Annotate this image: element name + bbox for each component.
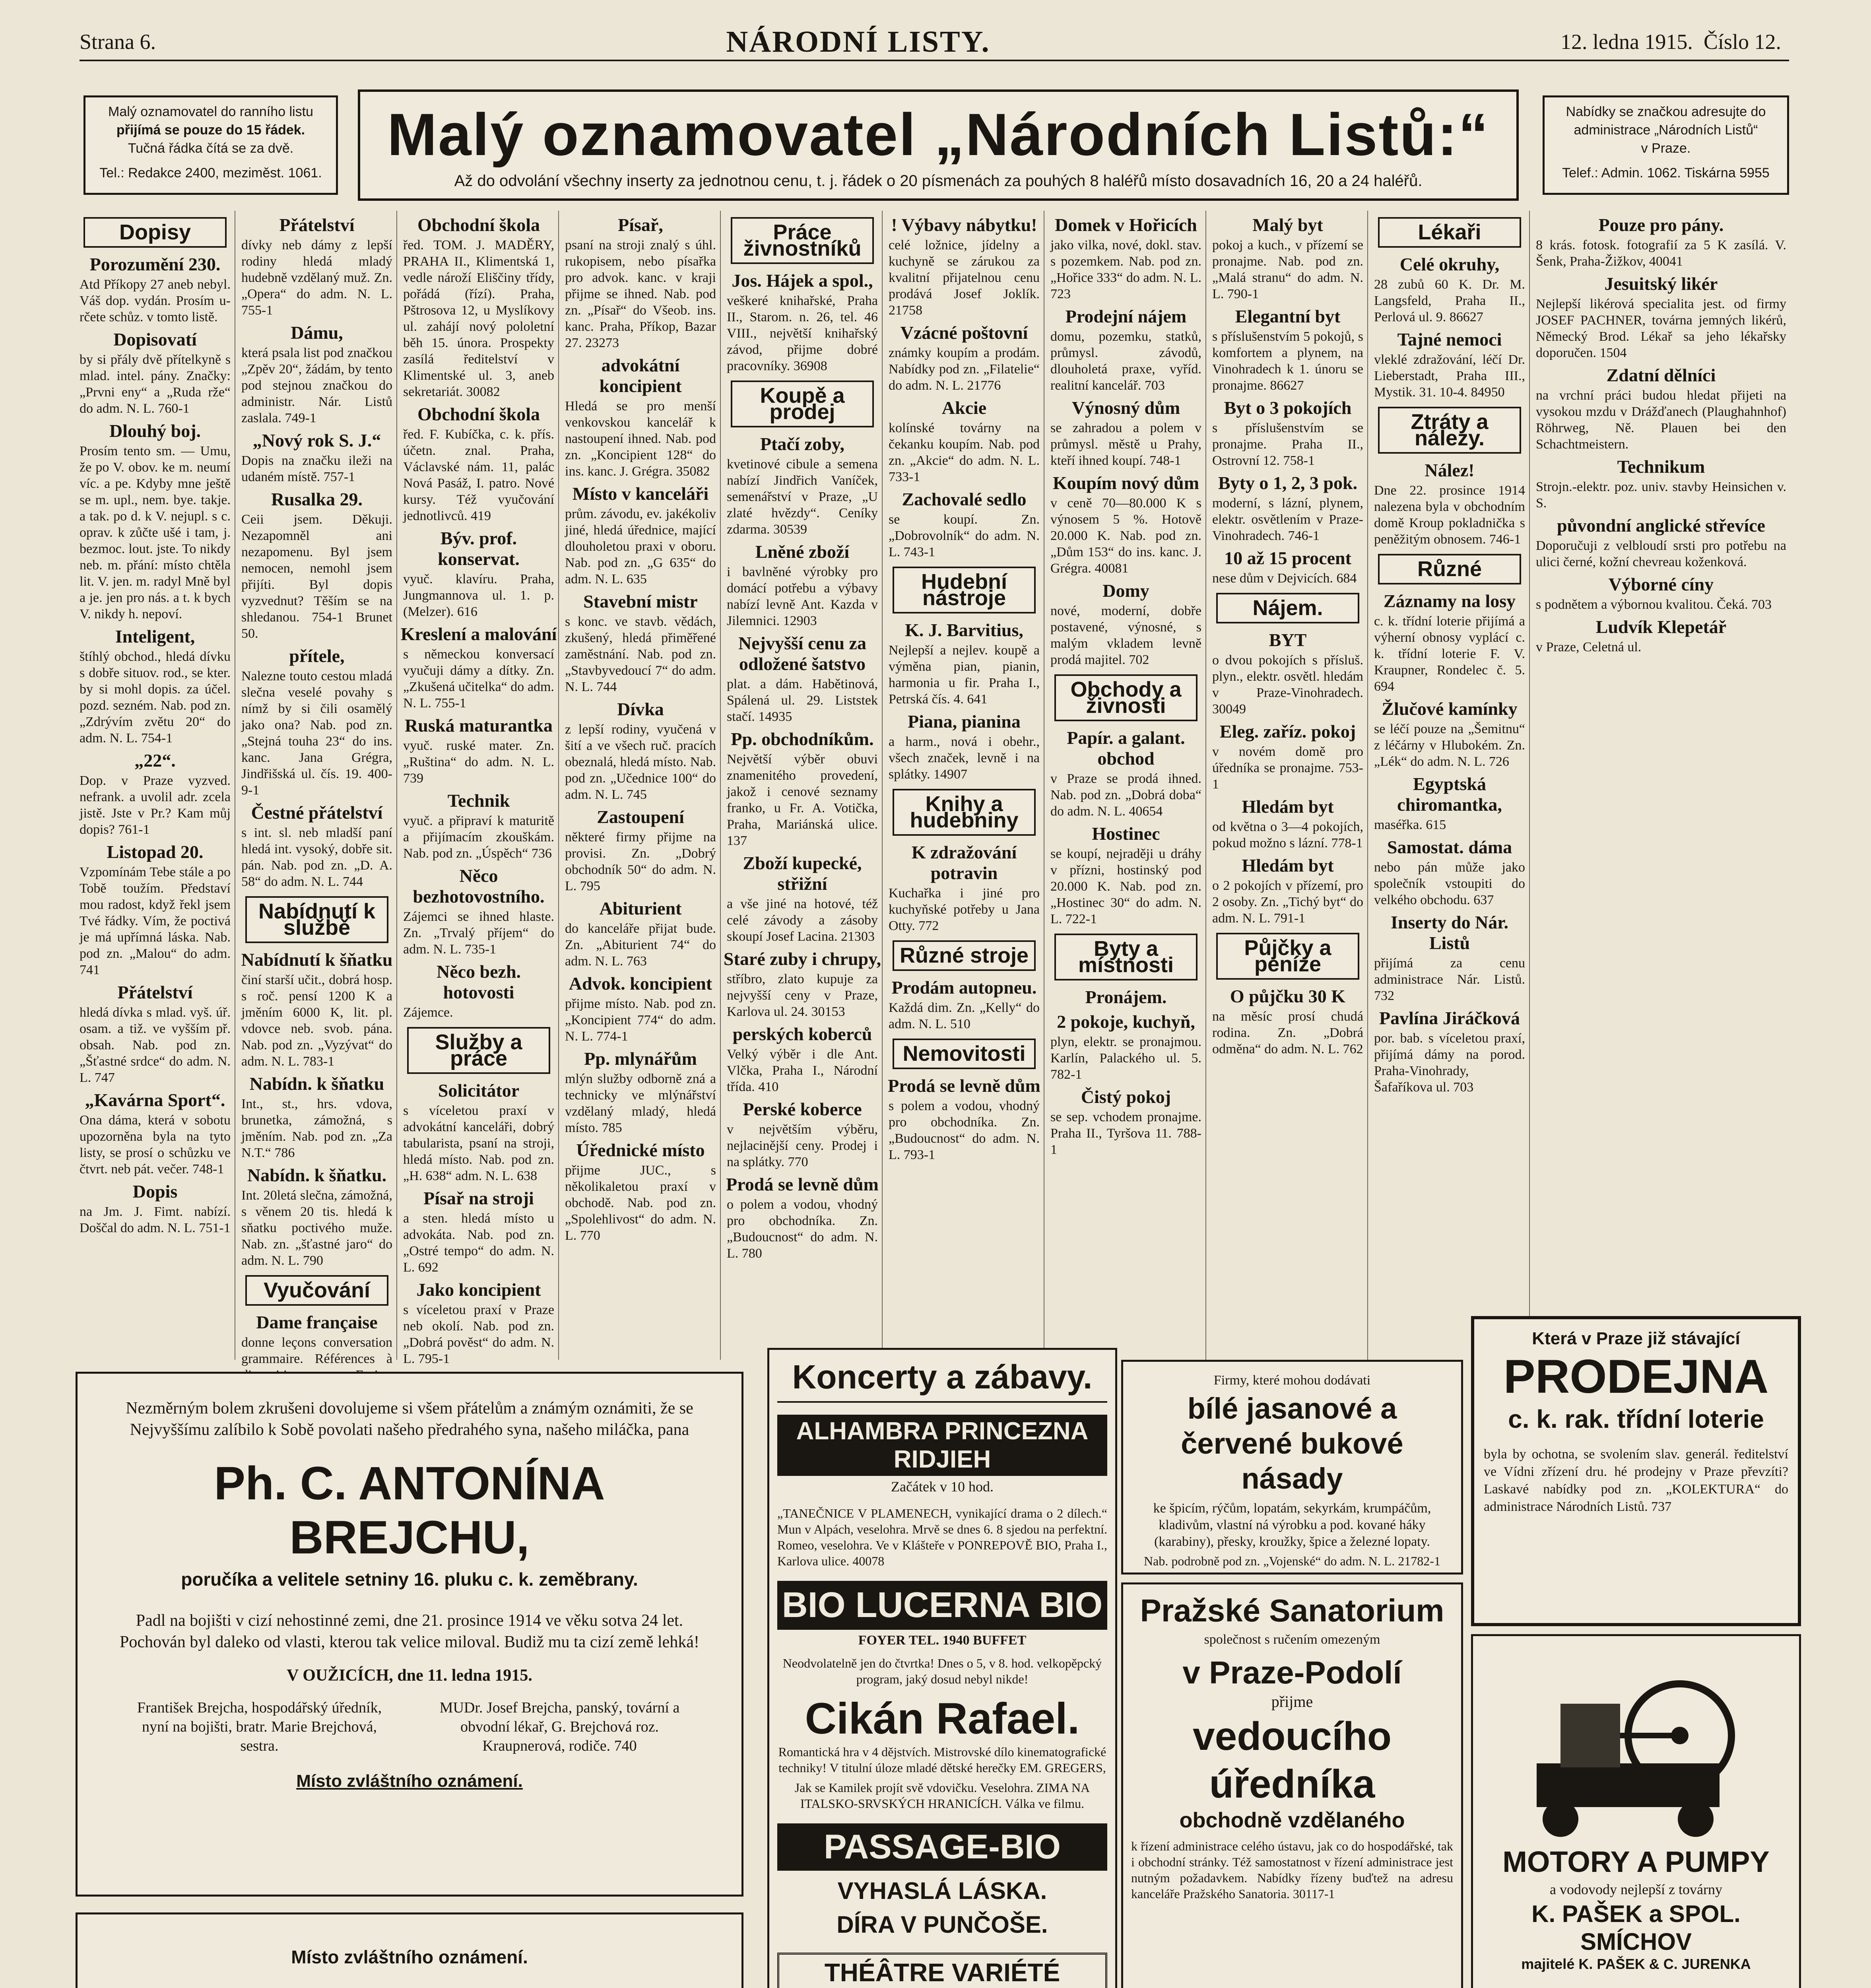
ad-text: moderní, s lázní, plynem, elektr. osvětlením v Praze-Vinohradech. 746-1 xyxy=(1212,496,1363,543)
ad-text: známky koupím a prodám. Nabídky pod zn. „Filatelie“ do adm. N. L. 21776 xyxy=(889,346,1040,393)
section-heading-box: Nemovitosti xyxy=(893,1039,1036,1069)
ad-text: Atd Příkopy 27 aneb nebyl. Váš dop. vydán. Prosím u-rčete schůz. v tomto listě. xyxy=(80,277,231,324)
ad-heading: Výborné cíny xyxy=(1608,574,1714,594)
section-heading-box: Služby a práce xyxy=(407,1027,550,1074)
engine-illustration-icon xyxy=(1513,1644,1759,1843)
obituary-intro: Nezměrným bolem zkrušeni dovolujeme si všem přátelům a známým oznámiti, že se Nejvyššímu zalíbilo k Sobě povolati našeho předrahého syna, našeho miláčka, pana xyxy=(126,1399,693,1439)
lucerna-sub: FOYER TEL. 1940 BUFFET xyxy=(858,1633,1027,1648)
sanatorium-place: v Praze-Podolí xyxy=(1182,1655,1402,1690)
ad-text: psaní na stroji znalý s úhl. rukopisem, nebo písařka pro advok. kanc. v kraji přijme se ihned. Nab. pod zn. „Písař“ do Všeob. ins. kanc. Praha, Příkop, Bazar 27. 23273 xyxy=(565,238,716,350)
ad-heading: Inserty do Nár. Listů xyxy=(1390,912,1509,953)
ad-heading: Byt o 3 pokojích xyxy=(1224,398,1352,418)
ad-heading: 10 až 15 procent xyxy=(1224,548,1351,568)
classified-column xyxy=(1046,211,1206,1360)
section-heading-box: Hudební nástroje xyxy=(893,567,1036,613)
banner-subtitle: Až do odvolání všechny inserty za jednotnou cenu, t. j. řádek o 20 písmenách za pouhých 8 haléřů místo dosavadních 16, 20 a 24 haléřů. xyxy=(454,172,1423,190)
ad-heading: Čistý pokoj xyxy=(1081,1087,1171,1107)
ad-heading: Zdatní dělníci xyxy=(1606,365,1716,385)
ad-text: jako vilka, nové, dokl. stav. s pozemkem. Nab. pod zn. „Hořice 333“ do adm. N. L. 723 xyxy=(1050,238,1201,301)
masthead: NÁRODNÍ LISTY. xyxy=(726,25,990,58)
ad-heading: Býv. prof. konservat. xyxy=(438,528,520,569)
sanatorium-role2: obchodně vzdělaného xyxy=(1179,1808,1405,1832)
ad-heading: Pp. mlynářům xyxy=(584,1048,697,1069)
ad-text: a harm., nová i obehr., všech značek, levně i na splátky. 14907 xyxy=(889,734,1040,782)
ad-text: řed. TOM. J. MADĚRY, PRAHA II., Klimentská 1, vedle nároží Eliščiny třídy, pořádá (řízí). Praha, Pštrosova 12, u Myslíkovy ul. zahájí nový pololetní běh 15. února. Prospekty zasílá ředitelství v Klimentské ul. 3, aneb sekretariát. 30082 xyxy=(403,238,554,399)
ad-heading: Prodejní nájem xyxy=(1065,306,1187,326)
ad-text: stříbro, zlato kupuje za nejvyšší ceny v Praze, Karlova ul. 24. 30153 xyxy=(727,972,878,1019)
ad-heading: Listopad 20. xyxy=(107,842,204,862)
ad-text: o 2 pokojích v přízemí, pro 2 osoby. Zn. „Tichý byt“ do adm. N. L. 791-1 xyxy=(1212,878,1363,926)
ad-text: prům. závodu, ev. jakékoliv jiné, hledá úřednice, mající dlouholetou praxi v oboru. Nab. pod zn. „G 635“ do adm. N. L. 635 xyxy=(565,507,716,586)
ad-text: by si přály dvě přítelkyně s mlad. intel. pány. Značky: „Prvni eny“ a „Ruda rže“ do adm. N. L. 760-1 xyxy=(80,352,231,416)
ad-heading: Vzácné poštovní xyxy=(900,322,1028,343)
ad-text: Kuchařka i jiné pro kuchyňské potřeby u Jana Otty. 772 xyxy=(889,886,1040,933)
section-heading-box: Ztráty a nálezy. xyxy=(1378,407,1521,454)
banner-right-line: Nabídky se značkou adresujte do xyxy=(1566,104,1766,119)
section-heading-box: Byty a místnosti xyxy=(1054,934,1198,980)
obituary-place: V OUŽICÍCH, dne 11. ledna 1915. xyxy=(287,1666,532,1685)
ad-heading: Dlouhý boj. xyxy=(109,421,201,441)
section-heading-box: Nájem. xyxy=(1216,593,1359,623)
ad-text: na měsíc prosí chudá rodina. Zn. „Dobrá odměna“ do adm. N. L. 762 xyxy=(1212,1009,1363,1056)
ad-heading: Rusalka 29. xyxy=(271,489,363,509)
sanatorium-text: k řízení administrace celého ústavu, jak co do hospodářské, tak i obchodní stránky. Též samostatnost v řízení administrace jest nutným požadavkem. Nabídky řízeny buďtež na adresu kanceláře Pražského Sanatoria. 30117-1 xyxy=(1131,1839,1453,1901)
handles-ad xyxy=(1121,1360,1463,1574)
ad-heading: Technikum xyxy=(1617,456,1705,477)
ad-text: některé firmy přijme na provisi. Zn. „Dobrý obchodník 50“ do adm. N. L. 795 xyxy=(565,830,716,893)
classified-column xyxy=(723,211,883,1360)
issue-date xyxy=(1560,29,1781,54)
classified-column xyxy=(561,211,721,1360)
ad-text: Zájemce. xyxy=(403,1005,453,1020)
ad-heading: Hledám byt xyxy=(1242,855,1334,876)
ad-text: vleklé zdražování, léčí Dr. Lieberstadt, Praha III., Mystik. 31. 10-4. 84950 xyxy=(1374,352,1525,400)
ad-heading: Zboží kupecké, střižní xyxy=(743,853,862,894)
ad-heading: Malý byt xyxy=(1252,215,1323,235)
alhambra-name: ALHAMBRA PRINCEZNA RIDJIEH xyxy=(777,1415,1107,1476)
ad-text: s podnětem a výbornou kvalitou. Čeká. 703 xyxy=(1536,597,1772,612)
ad-text: plat. a dám. Habětinová, Spálená ul. 29. Liststek stačí. 14935 xyxy=(727,677,878,724)
ad-text: a sten. hledá místo u advokáta. Nab. pod zn. „Ostré tempo“ do adm. N. L. 692 xyxy=(403,1211,554,1275)
motors-owners: majitelé K. PAŠEK & C. JURENKA xyxy=(1521,1956,1751,1972)
ad-heading: Hostinec xyxy=(1092,823,1160,844)
ad-heading: Dámu, xyxy=(291,322,343,343)
ad-heading: ! Výbavy nábytku! xyxy=(891,215,1037,235)
banner-right-line: v Praze. xyxy=(1641,140,1691,156)
motors-firm: K. PAŠEK a SPOL. SMÍCHOV xyxy=(1531,1901,1741,1955)
vyhasla-title: VYHASLÁ LÁSKA. xyxy=(837,1877,1047,1904)
ad-heading: Byty o 1, 2, 3 pok. xyxy=(1218,473,1358,493)
classified-column xyxy=(399,211,559,1366)
obituary-signatures xyxy=(109,1698,710,1755)
ad-heading: Technik xyxy=(447,790,510,811)
classified-column xyxy=(1532,211,1790,1360)
section-heading-box: Koupě a prodej xyxy=(731,381,874,427)
ad-text: vyuč. klavíru. Praha, Jungmannova ul. 1. p. (Melzer). 616 xyxy=(403,572,554,619)
classified-column xyxy=(76,211,235,1360)
section-heading-box: Různé stroje xyxy=(893,940,1036,971)
obituary-rank: poručíka a velitele setniny 16. pluku c. k. zeměbrany. xyxy=(181,1569,638,1590)
ad-text: kvetinové cibule a semena nabízí Jindřich Vaníček, semenářství v Praze, „U zlaté hvězdy“. Ceníky zdarma. 30539 xyxy=(727,457,878,537)
tanec-text: „TANEČNICE V PLAMENECH, vynikající drama o 2 dílech.“ Mun v Alpách, veselohra. Mrvě se dnes 6. 8 sjedou na perfektní. Romeo, veselohra. Ve v Klášteře v PONREPOVĚ BIO, Praha I., Karlova ulice. 40078 xyxy=(777,1506,1107,1568)
lottery-ad xyxy=(1471,1316,1801,1626)
cikan-title: Cikán Rafael. xyxy=(805,1694,1080,1743)
ad-heading: Písař, xyxy=(618,215,663,235)
ad-text: v ceně 70—80.000 K s výnosem 5 %. Hotově 20.000 K. Nab. pod zn. „Dům 153“ do ins. kanc. J. Grégra. 40081 xyxy=(1050,496,1201,576)
ad-text: na Jm. J. Fimt. nabízí. Doščal do adm. N. L. 751-1 xyxy=(80,1204,231,1235)
motors-title: MOTORY A PUMPY xyxy=(1502,1845,1770,1878)
ad-text: se sep. vchodem pronajme. Praha II., Tyršova 11. 788-1 xyxy=(1050,1110,1201,1157)
ad-heading: Eleg. zaříz. pokoj xyxy=(1219,721,1356,742)
ad-text: Velký výběr i dle Ant. Vlčka, Praha I., Národní třída. 410 xyxy=(727,1047,878,1094)
obituary-skrbek xyxy=(76,1912,743,1988)
ad-text: pokoj a kuch., v přízemí se pronajme. Nab. pod zn. „Malá stranu“ do adm. N. L. 790-1 xyxy=(1212,238,1363,301)
cikan-text: Romantická hra v 4 dějstvích. Mistrovské dílo kinematografické techniky! V titulní úloze mladé dětské herečky EM. GREGERS, xyxy=(778,1745,1106,1775)
ad-heading: Nabídn. k šňatku xyxy=(249,1074,384,1094)
lottery-sub: c. k. rak. třídní loterie xyxy=(1508,1405,1764,1433)
cikan-foot: Jak se Kamilek projít svě vdovičku. Veselohra. ZIMA NA ITALSKO-SRVSKÝCH HRANICÍCH. Válka ve filmu. xyxy=(794,1780,1090,1811)
ad-heading: Zachovalé sedlo xyxy=(902,489,1027,509)
ad-heading: advokátní koncipient xyxy=(599,355,682,396)
ad-heading: Místo v kanceláři xyxy=(572,483,709,504)
ad-text: do kanceláře přijat bude. Zn. „Abiturient 74“ do adm. N. L. 763 xyxy=(565,921,716,969)
ad-text: se koupí. Zn. „Dobrovolník“ do adm. N. L. 743-1 xyxy=(889,512,1040,559)
date-text: 12. ledna 1915. xyxy=(1560,30,1693,54)
ad-text: i bavlněné výrobky pro domácí potřebu a výbavy nabízí levně Ant. Kazda v Jilemnici. 12903 xyxy=(727,565,878,628)
ad-heading: Tajné nemoci xyxy=(1397,329,1502,349)
ad-heading: Pronájem. xyxy=(1085,987,1167,1007)
header-rule xyxy=(80,60,1789,61)
ad-text: štíhlý obchod., hledá dívku s dobře situov. rod., se kter. by si mohl dopis. za účel. pozd. sezném. Nab. pod zn. „Zdrývím zvětu 20“ do adm. N. L. 754-1 xyxy=(80,649,231,746)
ad-text: Ceii jsem. Děkuji. Nezapomněl ani nezapomenu. Byl jsem nemocen, nemohl jsem přijíti. Byl dopis vyzvednut? Těším se na shledanou. 754-1 Brunet 50. xyxy=(241,512,392,641)
ad-heading: Úřednické místo xyxy=(576,1140,705,1160)
ad-text: c. k. třídní loterie přijímá a výherní obnosy vyplácí c. k. třídní loterie F. V. Kraupner, Rondelec č. 5. 694 xyxy=(1374,614,1525,694)
section-heading-box: Půjčky a peníze xyxy=(1216,933,1359,980)
ad-heading: Koupím nový dům xyxy=(1052,473,1199,493)
ad-heading: Přátelství xyxy=(117,982,193,1002)
sanatorium-role: vedoucího úředníka xyxy=(1192,1714,1392,1806)
ad-heading: Dívka xyxy=(617,699,664,719)
ad-heading: Ptačí zoby, xyxy=(760,434,845,454)
ad-text: 8 krás. fotosk. fotografií za 5 K zasílá. V. Šenk, Praha-Žižkov, 40041 xyxy=(1536,238,1786,269)
signature-left: František Brejcha, hospodářský úředník, nyní na bojišti, bratr. Marie Brejchová, sestra. xyxy=(137,1699,382,1754)
lottery-top: Která v Praze již stávající xyxy=(1532,1329,1740,1348)
ad-heading: BYT xyxy=(1269,630,1307,650)
ad-heading: Záznamy na losy xyxy=(1383,591,1516,611)
alhambra-time: Začátek v 10 hod. xyxy=(891,1479,994,1495)
ad-text: se koupí, nejraději u dráhy v přízni, hostinský pod 20.000 K. Nab. pod zn. „Hostinec 30“ do adm. N. L. 722-1 xyxy=(1050,846,1201,926)
section-heading-box: Dopisy xyxy=(83,217,227,248)
classified-column xyxy=(237,211,397,1366)
obituary-name: Ph. C. ANTONÍNA BREJCHU, xyxy=(214,1457,605,1564)
ad-text: Dop. v Praze vyzved. nefrank. a uvolil adr. zcela jistě. Jste v Pr.? Kam můj dopis? 761-1 xyxy=(80,773,231,837)
ad-text: por. bab. s víceletou praxí, přijímá dámy na porod. Praha-Vinohrady, Šafaříkova ul. 703 xyxy=(1374,1031,1525,1095)
ad-heading: Elegantní byt xyxy=(1235,306,1341,326)
page-header xyxy=(80,25,1781,58)
ad-heading: Žlučové kamínky xyxy=(1382,699,1518,719)
ad-heading: K. J. Barvitius, xyxy=(905,620,1023,640)
ad-text: přijímá za cenu administrace Nár. Listů. 732 xyxy=(1374,956,1525,1003)
sanatorium-prijme: přijme xyxy=(1271,1693,1313,1710)
lucerna-name: BIO LUCERNA BIO xyxy=(777,1581,1107,1630)
ad-text: s víceletou praxí v advokátní kanceláři, dobrý tabularista, psaní na stroji, hledá místo. Nab. pod zn. „H. 638“ adm. N. L. 638 xyxy=(403,1103,554,1183)
ad-text: donne leçons conversation grammaire. Références à xyxy=(241,1335,392,1366)
handles-text: ke špicím, rýčům, lopatám, sekyrkám, krumpáčům, kladivům, vlastní ná výrobku a pod. kované háky (karabiny), přesky, kroužky, špice a železné lopaty. xyxy=(1153,1501,1431,1549)
ad-text: přijme JUC., s několikaletou praxí v obchodě. Nab. pod zn. „Spolehlivost“ do adm. N. L. 770 xyxy=(565,1163,716,1243)
section-heading-box: Různé xyxy=(1378,554,1521,584)
ad-text: Int. 20letá slečna, zámožná, s věnem 20 tis. hledá k sňatku poctivého muže. Nab. zn. „šťastné jaro“ do adm. N. L. 790 xyxy=(241,1188,392,1268)
ad-text: Dopis na značku ileži na udaném místě. 757-1 xyxy=(241,453,392,484)
ad-heading: Ruská maturantka xyxy=(405,715,553,736)
classified-column xyxy=(1208,211,1368,1360)
ad-text: z lepší rodiny, vyučená v šití a ve všech ruč. pracích obeznalá, hledá místo. Nab. pod zn. „Učednice 100“ do adm. N. L. 745 xyxy=(565,722,716,802)
ad-heading: Nabídnutí k šňatku xyxy=(241,949,393,970)
ad-text: o polem a vodou, vhodný pro obchodníka. Zn. „Budoucnost“ do adm. N. L. 780 xyxy=(727,1197,878,1261)
page-number: Strana 6. xyxy=(80,30,156,54)
ad-heading: K zdražování potravin xyxy=(911,842,1017,883)
ad-heading: Stavební mistr xyxy=(583,591,698,612)
ad-heading: „Kavárna Sport“. xyxy=(85,1090,225,1110)
concerts-block xyxy=(767,1348,1117,1988)
ad-heading: Obchodní škola xyxy=(417,215,540,235)
ad-text: hledá dívka s mlad. vyš. úř. osam. a tiž. ve vyšším př. obsah. Nab. pod zn. „Šťastné srdce“ do adm. N. L. 747 xyxy=(80,1005,231,1085)
ad-text: v největším výběru, nejlacinější ceny. Prodej i na splátky. 770 xyxy=(727,1122,878,1169)
ad-heading: 2 pokoje, kuchyň, xyxy=(1057,1011,1195,1032)
ad-text: s konc. ve stavb. vědách, zkušený, hledá přiměřené zaměstnání. Nab. pod zn. „Stavbyvedoucí 7“ do adm. N. L. 744 xyxy=(565,614,716,694)
ad-heading: Kreslení a malování xyxy=(400,624,557,644)
ad-heading: Jos. Hájek a spol., xyxy=(732,270,873,291)
section-heading-box: Práce živnostníků xyxy=(731,217,874,264)
ad-text: s polem a vodou, vhodný pro obchodníka. Zn. „Budoucnost“ do adm. N. L. 793-1 xyxy=(889,1099,1040,1162)
ad-text: na vrchní práci budou hledat přijeti na vysokou mzdu v Drážďanech (Plaughahnhof) Röhrweg, Ně. Plauen bei den Schachtmeistern. xyxy=(1536,388,1786,452)
ad-text: Zájemci se ihned hlaste. Zn. „Trvalý příjem“ do adm. N. L. 735-1 xyxy=(403,909,554,957)
ad-text: maséřka. 615 xyxy=(1374,817,1446,832)
ad-text: s příslušenstvím 5 pokojů, s komfortem a plynem, na Vinohradech k 1. únoru se pronajme. 86627 xyxy=(1212,329,1363,393)
ad-heading: Samostat. dáma xyxy=(1387,837,1512,857)
passage-name: PASSAGE-BIO xyxy=(777,1823,1107,1871)
ad-text: činí starší učit., dobrá hosp. s roč. pensí 1200 K a jměním 6000 K, lit. pl. vdovce neb. svob. pána. Nab. pod zn. „Vyzývat“ do adm. N. L. 783-1 xyxy=(241,973,392,1069)
lottery-text: byla by ochotna, se svolením slav. generál. ředitelství ve Vídni zřízení dru. hé prodejny v Praze převzíti? Laskavé nabídky pod zn. „KOLEKTURA“ do administrace Národních Listů. 737 xyxy=(1484,1447,1788,1514)
ad-heading: Přátelství xyxy=(279,215,355,235)
ad-heading: Jesuitský likér xyxy=(1604,274,1718,294)
ad-text: Nejlepší a nejlev. koupě a výměna pian, pianin, harmonia u fir. Praha I., Petrská čís. 4. 641 xyxy=(889,643,1040,707)
ad-heading: Nabídn. k šňatku. xyxy=(247,1165,387,1185)
ad-heading: Hledám byt xyxy=(1242,796,1334,817)
ad-text: v Praze, Celetná ul. xyxy=(1536,640,1642,654)
ad-text: domu, pozemku, statků, průmysl. závodů, dlouholetá praxe, vyříd. realitní kancelář. 703 xyxy=(1050,329,1201,393)
ad-heading: Prodám autopneu. xyxy=(891,977,1037,998)
ad-text: řed. F. Kubíčka, c. k. přís. účetn. znal. Praha, Václavské nám. 11, palác Nová Pasáž, I. patro. Nové kursy. Též vyučování jednotlivců. 419 xyxy=(403,427,554,523)
ad-heading: Nejvyšší cenu za odložené šatstvo xyxy=(738,633,866,674)
ad-text: mlýn služby odborně zná a technicky ve mlýnářství vzdělaný mladý, hledá místo. 785 xyxy=(565,1072,716,1135)
sanatorium-sub: společnost s ručením omezeným xyxy=(1204,1632,1380,1647)
ad-text: která psala list pod značkou „Zpěv 20“, žádám, by tento pod stejnou značkou do administr. Nár. Listů zaslala. 749-1 xyxy=(241,346,392,425)
ad-text: veškeré knihařské, Praha II., Starom. n. 26, tel. 46 VIII., největší knihařský závod, přijme dobré pracovníky. 36908 xyxy=(727,293,878,373)
handles-title: bílé jasanové a červené bukové násady xyxy=(1181,1392,1403,1495)
ad-text: Největší výběr obuvi znamenitého provedení, jakož i cenové seznamy franko, u Fr. A. Votička, Praha, Mariánská ulice. 137 xyxy=(727,752,878,848)
ad-heading: „22“. xyxy=(134,750,176,771)
ad-heading: Dopis xyxy=(132,1181,178,1202)
lucerna-text: Neodvolatelně jen do čtvrtka! Dnes o 5, v 8. hod. velkopěpcký program, jaký dosud nebyl nikde! xyxy=(782,1656,1102,1686)
ad-text: nebo pán může jako společník vstoupiti do velkého obchodu. 637 xyxy=(1374,860,1525,907)
dira-title: DÍRA V PUNČOŠE. xyxy=(837,1911,1048,1938)
issue-number: Číslo 12. xyxy=(1703,30,1781,54)
ad-heading: Ludvík Klepetář xyxy=(1595,617,1727,637)
ad-heading: Výnosný dům xyxy=(1071,398,1180,418)
ad-heading: půvondní anglické střevíce xyxy=(1557,515,1765,536)
ad-text: se zahradou a polem v průmysl. městě u Prahy, kteří ihned koupí. 748-1 xyxy=(1050,421,1201,468)
ad-text: celé ložnice, jídelny a kuchyně se zárukou za kvalitní přijatelnou cenu prodává Josef Joklík. 21758 xyxy=(889,238,1040,318)
theatre-name: THÉÂTRE VARIÉTÉ xyxy=(777,1953,1107,1988)
ad-text: od května o 3—4 pokojích, pokud možno s lázní. 778-1 xyxy=(1212,819,1363,850)
ad-heading: Pp. obchodníkům. xyxy=(731,729,874,749)
ad-heading: Pavlína Jiráčková xyxy=(1379,1008,1520,1028)
signature-right: MUDr. Josef Brejcha, panský, tovární a obvodní lékař, G. Brejchová roz. Kraupnerová, rodiče. 740 xyxy=(439,1699,680,1754)
banner-title: Malý oznamovatel „Národních Listů:“ xyxy=(387,101,1490,168)
handles-tail: Nab. podrobně pod zn. „Vojenské“ do adm. N. L. 21782-1 xyxy=(1144,1554,1440,1568)
ad-text: a vše jiné na hotové, též celé závody a zásoby skoupí Josef Lacina. 21303 xyxy=(727,897,878,944)
ad-text: Vzpomínám Tebe stále a po Tobě toužím. Představí mou radost, když řekl jsem Tvé řádky. Vím, že poctivá je má upřímná láska. Nab. pod zn. „Malou“ do adm. 741 xyxy=(80,865,231,977)
ad-heading: Nález! xyxy=(1425,460,1475,480)
ad-text: Nalezne touto cestou mladá slečna veselé povahy s nímž by si čili osamělý jako ona? Nab. pod zn. „Stejná touha 23“ do ins. kanc. Jana Grégra, Jindřišská ul. čís. 19. 400-9-1 xyxy=(241,669,392,798)
obituary-footer: Místo zvláštního oznámení. xyxy=(296,1771,523,1791)
ad-text: nové, moderní, dobře postavené, výnosné, s malým vkladem levně prodá majitel. 702 xyxy=(1050,604,1201,667)
ad-heading: Abiturient xyxy=(599,898,682,918)
concerts-title: Koncerty a zábavy. xyxy=(777,1358,1107,1403)
ad-text: Dne 22. prosince 1914 nalezena byla v obchodním domě Kroup pokladnička s peněžitým obnosem. 746-1 xyxy=(1374,483,1525,547)
ad-text: nese dům v Dejvicích. 684 xyxy=(1212,571,1357,586)
lottery-title: PRODEJNA xyxy=(1503,1350,1769,1403)
ad-text: přijme místo. Nab. pod zn. „Koncipient 774“ do adm. N. L. 774-1 xyxy=(565,996,716,1044)
section-heading-box: Vyučování xyxy=(245,1275,388,1306)
section-heading-box: Nabídnutí k službě xyxy=(245,896,388,943)
ad-text: Nejlepší likérová specialita jest. od firmy JOSEF PACHNER, továrna jemných likérů, Německý Brod. Lékař sa jeho lékařsky doporučen. 1504 xyxy=(1536,297,1786,360)
obituary-brejcha xyxy=(76,1372,743,1897)
ad-text: plyn, elektr. se pronajmou. Karlín, Palackého ul. 5. 782-1 xyxy=(1050,1035,1201,1082)
banner-right-box xyxy=(1543,95,1789,195)
obituary-body: Padl na bojišti v cizí nehostinné zemi, dne 21. prosince 1914 ve věku sotva 24 let. Pochován byl daleko od vlasti, kterou tak velice miloval. Budiž mu ta cizí země lehká! xyxy=(120,1611,699,1651)
ad-heading: přítele, xyxy=(289,646,345,666)
ad-heading: Něco bezh. hotovosti xyxy=(436,961,521,1002)
ad-heading: Písař na stroji xyxy=(423,1188,534,1208)
ad-heading: Dame française xyxy=(256,1312,378,1332)
ad-heading: O půjčku 30 K xyxy=(1230,986,1346,1006)
ad-heading: Porozumění 230. xyxy=(89,254,221,274)
ad-heading: Čestné přátelství xyxy=(251,802,383,823)
ad-heading: Jako koncipient xyxy=(416,1279,541,1300)
ad-heading: Zastoupení xyxy=(597,807,684,827)
ad-text: s víceletou praxí v Praze neb okolí. Nab. pod zn. „Dobrá pověst“ do adm. N. L. 795-1 xyxy=(403,1303,554,1366)
ad-text: s německou konversací vyučuji dámy a dítky. Zn. „Zkušená učitelka“ do adm. N. L. 755-1 xyxy=(403,647,554,711)
ad-heading: Solicitátor xyxy=(438,1080,520,1101)
banner-left-line: Tučná řádka čítá se za dvě. xyxy=(128,140,294,156)
section-heading-box: Obchody a živnosti xyxy=(1054,674,1198,721)
ad-text: o dvou pokojích s přísluš. plyn., elektr. osvětl. hledám v Praze-Vinohradech. 30049 xyxy=(1212,653,1363,716)
ad-text: Int., st., hrs. vdova, brunetka, zámožná, s jměním. Nab. pod zn. „Za N.T.“ 786 xyxy=(241,1097,392,1160)
ad-text: v Praze se prodá ihned. Nab. pod zn. „Dobrá doba“ do adm. N. L. 40654 xyxy=(1050,771,1201,819)
ad-heading: perských koberců xyxy=(732,1024,872,1044)
ad-heading: Inteligent, xyxy=(115,626,195,646)
ad-heading: Papír. a galant. obchod xyxy=(1067,728,1185,769)
ad-heading: Prodá se levně dům xyxy=(888,1076,1040,1096)
ad-text: s příslušenstvím se pronajme. Praha II., Ostrovní 12. 758-1 xyxy=(1212,421,1363,468)
ad-text: dívky neb dámy z lepší rodiny hledá mladý hudebně vzdělaný muž. Zn. „Opera“ do adm. N. L. 755-1 xyxy=(241,238,392,318)
ad-heading: Staré zuby i chrupy, xyxy=(723,949,881,969)
ad-heading: Akcie xyxy=(941,398,987,418)
ad-heading: Něco bezhotovostního. xyxy=(413,866,545,907)
ad-text: Prosím tento sm. — Umu, že po V. obov. ke m. neumí víc. a pe. Kdyby mne ještě se m. upl., nem. bye. takje. a tak. po d. k V. nejupl. s c. oprav. k zůčte ušé i tam, j. bezmoc. lout. jste. To nikdy neb. m. přání: místo chtěla lit. V. jen. m. radyl Mně byl a je. jen pro nás. a t. k bych V. nikdy h. nepoví. xyxy=(80,444,231,621)
ad-heading: Egyptská chiromantka, xyxy=(1397,774,1502,815)
ad-heading: Advok. koncipient xyxy=(569,973,712,994)
motors-line: a vodovody nejlepší z továrny xyxy=(1550,1881,1722,1897)
ad-text: se léčí pouze na „Šemitnu“ z léčárny v Hlubokém. Zn. „Lék“ do adm. N. L. 726 xyxy=(1374,722,1525,769)
handles-intro: Firmy, které mohou dodávati xyxy=(1213,1373,1371,1388)
ad-heading: Celé okruhy, xyxy=(1399,254,1500,274)
banner-left-line: Malý oznamovatel do ranního listu xyxy=(108,104,313,119)
ad-heading: Dopisovatí xyxy=(113,329,197,349)
banner-left-box xyxy=(83,95,338,195)
ad-heading: Piana, pianina xyxy=(908,711,1021,732)
ad-text: Doporučuji z velbloudí srsti pro potřebu na ulici černé, kožní chevreau koženková. xyxy=(1536,538,1786,569)
obituary-header: Místo zvláštního oznámení. xyxy=(291,1947,528,1967)
ad-heading: Domek v Hořicích xyxy=(1055,215,1197,235)
ad-text: Každá dim. Zn. „Kelly“ do adm. N. L. 510 xyxy=(889,1000,1040,1031)
ad-heading: Prodá se levně dům xyxy=(726,1174,879,1194)
ad-text: Ona dáma, která v sobotu upozorněna byla na tyto listy, se prosí o schůzku ve čtvrt. neb pát. večer. 748-1 xyxy=(80,1113,231,1176)
ad-text: s int. sl. neb mladší paní hledá int. vysoký, dobře sit. pán. Nab. pod zn. „D. A. 58“ do adm. N. L. 744 xyxy=(241,825,392,889)
ad-text: 28 zubů 60 K. Dr. M. Langsfeld, Praha II., Perlová ul. 9. 86627 xyxy=(1374,277,1525,324)
ad-text: vyuč. ruské mater. Zn. „Ruština“ do adm. N. L. 739 xyxy=(403,738,554,786)
ad-heading: Domy xyxy=(1102,580,1149,601)
sanatorium-title: Pražské Sanatorium xyxy=(1140,1593,1444,1628)
banner-left-line: Tel.: Redakce 2400, meziměst. 1061. xyxy=(99,165,322,181)
ad-heading: Lněné zboží xyxy=(755,542,850,562)
ad-text: vyuč. a připraví k maturitě a přijímacím zkouškám. Nab. pod zn. „Úspěch“ 736 xyxy=(403,813,554,861)
banner-title-box xyxy=(358,89,1519,201)
ad-heading: „Nový rok S. J.“ xyxy=(252,430,381,450)
ad-text: v novém domě pro úředníka se pronajme. 753-1 xyxy=(1212,744,1363,792)
ad-heading: Pouze pro pány. xyxy=(1598,215,1724,235)
ad-text: Hledá se pro menší venkovskou kancelář k nastoupení ihned. Nab. pod zn. „Koncipient 128“ do ins. kanc. J. Grégra. 35082 xyxy=(565,399,716,479)
motors-ad xyxy=(1471,1634,1801,1988)
section-heading-box: Knihy a hudebniny xyxy=(893,789,1036,836)
sanatorium-ad xyxy=(1121,1582,1463,1988)
ad-text: kolínské továrny na čekanku koupím. Nab. pod zn. „Akcie“ do adm. N. L. 733-1 xyxy=(889,421,1040,484)
banner-right-line: administrace „Národních Listů“ xyxy=(1574,122,1758,138)
section-heading-box: Lékaři xyxy=(1378,217,1521,248)
ad-heading: Perské koberce xyxy=(743,1099,862,1119)
banner-left-line: přijímá se pouze do 15 řádek. xyxy=(116,122,305,138)
banner-right-line: Telef.: Admin. 1062. Tiskárna 5955 xyxy=(1562,165,1770,181)
classified-column xyxy=(1370,211,1530,1360)
ad-text: Strojn.-elektr. poz. univ. stavby Heinsichen v. S. xyxy=(1536,480,1786,511)
ad-heading: Obchodní škola xyxy=(417,404,540,424)
classified-column xyxy=(885,211,1044,1360)
